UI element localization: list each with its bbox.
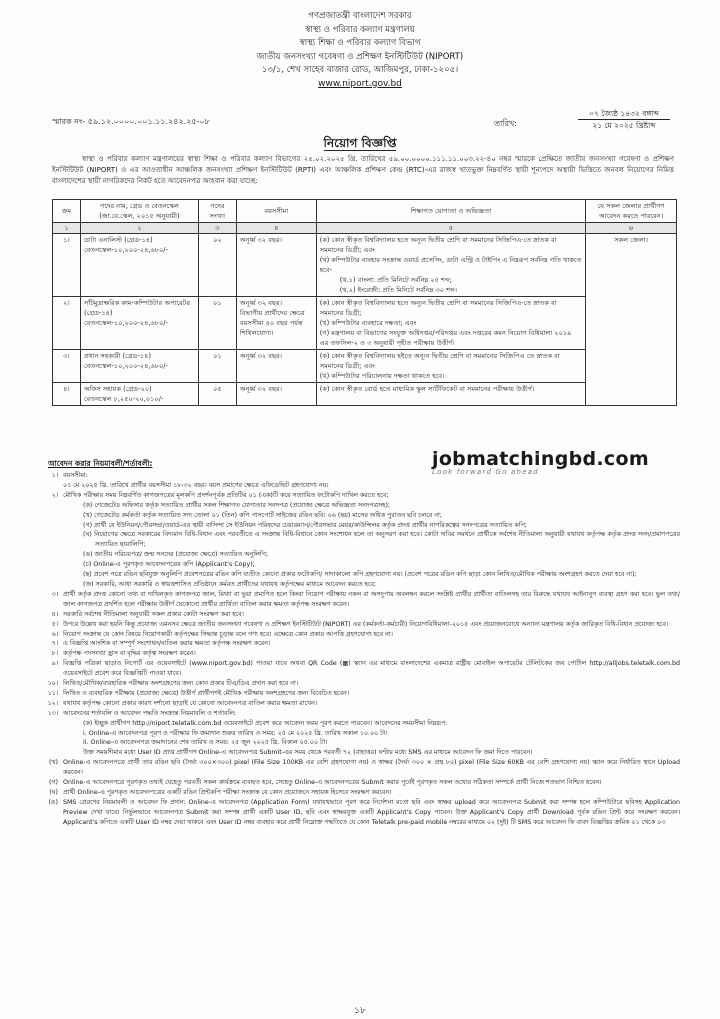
header-district: যে সকল জেলার প্রার্থীগণ আবেদন করতে পারবেন। bbox=[586, 200, 677, 223]
rule-text: (ক) ইচ্ছুক প্রার্থীগণ http://niport.teletalk.com.bd ওয়েবসাইটে প্রবেশ করে আবেদন ফরম পূরণ করতে পারবেন। আবেদনের সময়সীমা নিম্নরূপ: bbox=[83, 719, 448, 727]
row-age: অনূর্ধ্ব ৩২ বছর। bbox=[236, 234, 316, 297]
rule-item bbox=[40, 501, 680, 511]
rule-text: উক্ত সময়সীমার মধ্যে User ID প্রাপ্ত প্রার্থীগণ Online-এ আবেদনপত্র Submit-এর সময় থেকে পরবর্তী ৭২ (বাহাত্তর) ঘণ্টার মধ্যে SMS এর মাধ্যমে আবেদন ফি জমা দিতে পারবেন। bbox=[83, 749, 533, 757]
row-age: অনূর্ধ্ব ৩২ বছর। bbox=[236, 350, 316, 383]
header-line-ministry: স্বাস্থ্য ও পরিবার কল্যাণ মন্ত্রণালয় bbox=[305, 24, 415, 35]
rule-text: লিখিত ও ব্যবহারিক পরীক্ষায় (প্রযোজ্য ক্ষেত্রে) উত্তীর্ণ প্রার্থীগণই মৌখিক পরীক্ষায় অংশগ্রহণের জন্য বিবেচিত হবেন। bbox=[63, 689, 350, 697]
column-number: ৩ bbox=[198, 223, 236, 234]
row-serial: ১। bbox=[53, 234, 81, 297]
rule-text: (জ) সরকারি, আধা সরকারি ও স্বায়ত্তশাসিত প্রতিষ্ঠানে কর্মরত প্রার্থীদের যথাযথ কর্তৃপক্ষের মাধ্যমে আবেদন করতে হবে; bbox=[83, 580, 376, 588]
rule-item bbox=[40, 758, 680, 778]
rule-text: উপরে উল্লেখ করা হয়নি কিন্তু প্রযোজ্য এমনসব ক্ষেত্রে জাতীয় জনসংখ্যা গবেষণা ও প্রশিক্ষণ ইনস্টিটিউট (NIPORT) এর (কর্মকর্তা-কর্মচারী) নিয়োগবিধিমালা-২০১৫ এবং প্রয়োজনবোধে অন্যান্য মন্ত্রণালয় কর্তৃক জারিকৃত বিধি-বিধান প্রযোজ্য হবে। bbox=[63, 620, 669, 628]
rule-number bbox=[40, 570, 63, 580]
row-count: ০১ bbox=[198, 297, 236, 350]
rule-text: মৌখিক পরীক্ষার সময় নিম্নবর্ণিত কাগজপত্রের মূলকপি প্রদর্শনপূর্বক প্রতিটির ০১ (এক)টি করে সত্যায়িত ফটোকপি দাখিল করতে হবে; bbox=[63, 491, 389, 499]
rule-number bbox=[40, 738, 63, 748]
rule-item bbox=[40, 610, 680, 620]
header-website-link[interactable]: www.niport.gov.bd bbox=[318, 78, 402, 89]
table-row bbox=[53, 297, 677, 350]
row-age: অনূর্ধ্ব ৩২ বছর। bbox=[236, 383, 316, 406]
rule-text: (চ) Online-এ পূরণকৃত আবেদনপত্রের কপি (Applicant's Copy); bbox=[83, 561, 255, 569]
rule-number: (গ) bbox=[48, 779, 58, 787]
header-post: পদের নাম, গ্রেড ও বেতনস্কেল (জা.বে.স্কেল, ২০১৫ অনুযায়ী) bbox=[80, 200, 198, 223]
rule-number: ১০। bbox=[47, 680, 58, 688]
rule-item bbox=[40, 719, 680, 729]
rule-item bbox=[40, 689, 680, 699]
header-line-address: ১৩/১, শেখ সাহেব বাজার রোড, আজিমপুর, ঢাকা-১২০৫। bbox=[261, 65, 459, 75]
rule-item bbox=[40, 521, 680, 531]
row-post: সাঁটমুদ্রাক্ষরিক কাম-কম্পিউটার অপারেটর (গ্রেড-১৪) বেতনস্কেল-১০,২০০-২৪,৬৮০/- bbox=[80, 297, 198, 350]
column-number: ১ bbox=[53, 223, 81, 234]
row-count: ০১ bbox=[198, 350, 236, 383]
row-qualification: (ক) কোন স্বীকৃত বিশ্ববিদ্যালয় হতে অন্যূন দ্বিতীয় শ্রেণি বা সমমানের সিজিপিএ-তে স্নাতক বা সমমানের ডিগ্রী; (খ) কম্পিউটার ব্যবহারে দক্ষতা; এবং (গ) মন্ত্রণালয় বা বিভাগের সংযুক্ত অধিদপ্তর/পরিদপ্তর এবং দপ্তরের কমন নিয়োগ বিধিমালা ২০১৯ এর তফসিল-২ ও ৩ অনুযায়ী গৃহীত পরীক্ষায় উত্তীর্ণ। bbox=[316, 297, 585, 350]
row-serial: ৪। bbox=[53, 383, 81, 406]
rule-text: Online-এ আবেদনপত্রে প্রার্থী তার রঙিন ছবি (দৈর্ঘ্য ৩০০×৩০০) pixel (File Size 100KB এর বেশি গ্রহণযোগ্য নয়) ও স্বাক্ষর (দৈর্ঘ্য ৩০০ × প্রস্থ ৮০) pixel (File Size 60KB এর বেশি গ্রহণযোগ্য নয়) স্ক্যান করে নির্ধারিত স্থানে Upload করবেন। bbox=[63, 759, 680, 777]
rule-text: এ বিজ্ঞপ্তি আংশিক বা সম্পূর্ণ সংশোধন/বাতিল করার ক্ষমতা কর্তৃপক্ষ সংরক্ষণ করেন। bbox=[63, 640, 271, 648]
row-count: ০২ bbox=[198, 234, 236, 297]
rule-item bbox=[40, 620, 680, 630]
rules-heading: আবেদন করার নিয়মাবলী/শর্তাবলী: bbox=[48, 459, 153, 468]
row-district: সকল জেলা। bbox=[586, 234, 677, 406]
rules-list bbox=[40, 471, 680, 828]
rule-text: প্রার্থী Online-এ পূরণকৃত আবেদনপত্রের একটি রঙিন প্রিন্টকপি পরীক্ষা সংক্রান্ত যে কোন প্রয়োজনে সহায়ক হিসেবে সংরক্ষণ করবেন। bbox=[63, 789, 392, 796]
rule-text: সরকারি সর্বশেষ নীতিমালা অনুযায়ী সকল প্রকার কোটা সংরক্ষণ করা হবে। bbox=[63, 610, 244, 618]
rule-number bbox=[40, 521, 63, 531]
rule-text: Online-এ আবেদনপত্রে পূরণকৃত তথ্যই যেহেতু পরবর্তী সকল কার্যক্রমে ব্যবহৃত হবে, সেহেতু Online-এ আবেদনপত্রের Submit করার পূর্বেই পূরণকৃত সকল তথ্যের সঠিকতা সম্পর্কে প্রার্থী নিজে শতভাগ নিশ্চিত হবেন। bbox=[63, 779, 602, 787]
rule-number bbox=[40, 481, 63, 491]
rule-text: প্রার্থী কর্তৃক প্রদত্ত কোনো তথ্য বা দাখিলকৃত কাগজপত্র জাল, মিথ্যা বা ভুয়া প্রমাণিত হলে কিংবা নিয়োগ পরীক্ষায় নকল বা অসদুপায় অবলম্বন করলে সংশ্লিষ্ট প্রার্থীর প্রার্থীতা বাতিলসহ তার বিরুদ্ধে যথাযথ আইনানুগ ব্যবস্থা গ্রহণ করা হবে। ভুল তথ্য/জাল কাগজপত্র প্রদর্শিত হলে পরীক্ষায় উত্তীর্ণ যেকোনো প্রার্থীর প্রার্থিতা বাতিল করার ক্ষমতা কর্তৃপক্ষ সংরক্ষণ করেন। bbox=[63, 590, 680, 608]
rule-number: ২। bbox=[51, 491, 58, 499]
header-line-institute: জাতীয় জনসংখ্যা গবেষণা ও প্রশিক্ষণ ইনস্টিটিউট (NIPORT) bbox=[256, 51, 464, 62]
rule-text: (ঘ) নিয়োগের ক্ষেত্রে সরকারের বিদ্যমান বিধি-বিধান এবং পরবর্তীতে এ সংক্রান্ত বিধি-বিধানে কোন সংশোধন হলে তা অনুসরণ করা হবে। কোটা দাবির সমর্থনে প্রার্থীকে সর্বশেষ নীতিমালা অনুযায়ী যথাযথ কর্তৃপক্ষ কর্তৃক প্রদত্ত সনদ/প্রমাণপত্রের সত্যায়িত ছায়ালিপি; bbox=[83, 531, 680, 549]
rule-text: (গ) প্রার্থী যে ইউনিয়ন/পৌরসভা/ওয়ার্ড-এর স্থায়ী বাসিন্দা সে ইউনিয়ন পরিষদের চেয়ারম্যান/পৌরসভার মেয়র/কাউন্সিলর কর্তৃক প্রদত্ত প্রার্থীর নাগরিকত্বের সনদপত্রের সত্যায়িত কপি; bbox=[83, 521, 527, 529]
header-qualification: শিক্ষাগত যোগ্যতা ও অভিজ্ঞতা bbox=[316, 200, 585, 223]
date-label: তারিখ: bbox=[494, 119, 517, 128]
rule-item bbox=[40, 639, 680, 649]
rule-number: ১১। bbox=[47, 689, 58, 697]
rule-text: (ছ) প্রবেশ পত্রে রঙিন ছবিযুক্ত অনুলিপি প্রবেশপত্রের রঙিন কপি ব্যতীত কোনো প্রকার ফটোকপি/ সাদাকালো কপি গ্রহণযোগ্য নয়। (প্রবেশ পত্রের রঙিন কপি ছাড়া কোন লিখিত/মৌখিক পরীক্ষায় অংশগ্রহণ করতে দেয়া হবে না); bbox=[83, 571, 637, 579]
table-header-row bbox=[53, 200, 677, 223]
row-qualification: (ক) কোন স্বীকৃত বিশ্ববিদ্যালয় হইতে অন্যূন দ্বিতীয় শ্রেণি বা সমমানের সিজিপিএ তে স্নাতক বা সমমানের ডিগ্রী; এবং (খ) কম্পিউটার পরিচালনায় দক্ষতা থাকতে হবে। bbox=[316, 350, 585, 383]
table-row bbox=[53, 350, 677, 383]
rule-item bbox=[40, 649, 680, 659]
rule-item bbox=[40, 550, 680, 560]
row-post: অফিস সহায়ক (গ্রেড-২০) বেতনস্কেল ৮,২৫০-২০,০১০/- bbox=[80, 383, 198, 406]
rule-item bbox=[40, 788, 680, 798]
rule-text: লিখিত/মৌখিক/ব্যবহারিক পরীক্ষায় অংশগ্রহণের জন্য কোন প্রকার টিএ/ডিএ প্রদান করা হবে না। bbox=[63, 680, 299, 688]
rule-item bbox=[40, 560, 680, 570]
rule-number bbox=[40, 511, 63, 521]
memo-number: স্মারক নং- ৫৯.১২.০০০০.০০১.১১.২৪২.২৫-০৮ bbox=[52, 117, 210, 126]
rule-number: (ঘ) bbox=[49, 789, 58, 796]
notice-title: নিয়োগ বিজ্ঞপ্তি bbox=[323, 136, 397, 150]
rule-item bbox=[40, 530, 680, 550]
header-serial: ক্রম bbox=[53, 200, 81, 223]
rule-number bbox=[40, 550, 63, 560]
row-serial: ২। bbox=[53, 297, 81, 350]
rule-item bbox=[40, 481, 680, 491]
rule-text: বয়সসীমা: bbox=[63, 472, 88, 479]
row-age: অনূর্ধ্ব ৩২ বছর। বিভাগীয় প্রার্থীদের ক্ষেত্রে বয়সসীমা ৪০ বছর পর্যন্ত শিথিলযোগ্য। bbox=[236, 297, 316, 350]
rule-text: SMS প্রেরণের নিয়মাবলী ও আবেদন ফি প্রদান: Online-এ আবেদনপত্র (Application Form) যথাযথভাবে পূরণ করে নির্দেশনা মতো ছবি এবং স্বাক্ষর upload করে আবেদনপত্র Submit করা সম্পন্ন হলে কম্পিউটারে ছবিসহ Application Preview দেখা যাবে। নির্ভুলভাবে আবেদনপত্র Submit করা সম্পন্ন প্রার্থী একটি User ID, ছবি এবং স্বাক্ষরযুক্ত একটি Applicant's Copy পাবেন। উক্ত Applicant's Copy প্রার্থী Download পূর্বক রঙিন প্রিন্ট করে সংরক্ষণ করবেন। Applicant's কপিতে একটি User ID নম্বর দেয়া থাকবে এবং User ID নম্বর ব্যবহার করে প্রার্থী নিম্নোক্ত পদ্ধতিতে যে কোন Teletalk pre-paid mobile নম্বরের মাধ্যমে ০২ (দুই) টি SMS করে আবেদন ফি বাবদ বিজ্ঞপ্তির ক্রমিক ০১ থেকে ০৩ bbox=[63, 798, 680, 826]
rule-text: বিজ্ঞপ্তি পত্রিকা ছাড়াও নিপোর্ট এর ওয়েবসাইটে (www.niport.gov.bd) পাওয়া যাবে অথবা QR Code (▦) স্ক্যান এর মাধ্যমে বাংলাদেশের একমাত্র রাষ্ট্রীয় মোবাইল অপারেটর টেলিটকের জব পোর্টাল http://alljobs.teletalk.com.bd ওয়েবসাইটে প্রবেশ করে বিজ্ঞপ্তিটি পাওয়া যাবে। bbox=[63, 660, 680, 678]
rule-item bbox=[40, 511, 680, 521]
rule-item bbox=[40, 738, 680, 748]
rule-text: (ক) গেজেটেড অফিসার কর্তৃক সত্যায়িত প্রার্থীর সকল শিক্ষাগত যোগ্যতার সনদপত্র (প্রযোজ্য ক্ষেত্রে অভিজ্ঞতা সনদপত্রসহ); bbox=[83, 501, 391, 509]
rule-number: (ঙ) bbox=[48, 798, 58, 806]
rule-item bbox=[40, 798, 680, 828]
rule-number: ১। bbox=[51, 472, 58, 479]
rule-number bbox=[40, 501, 63, 511]
rule-text: যথাযথ কর্তৃপক্ষ কোনো প্রকার কারণ দর্শানো ছাড়াই যে কোনো আবেদনপত্র বাতিল করার ক্ষমতা রাখেন। bbox=[63, 699, 318, 707]
rule-text: (খ) গেজেটেড কর্মকর্তা কর্তৃক সত্যায়িত সদ্য তোলা ০১ (তিন) কপি পাসপোর্ট সাইজের রঙিন ছবি। ০৬ (ছয়) মাসের অধিক পুরাতন ছবি চলবে না; bbox=[83, 511, 442, 519]
letterhead bbox=[0, 10, 720, 91]
rule-item bbox=[40, 709, 680, 719]
rule-item bbox=[40, 570, 680, 580]
rule-item bbox=[40, 580, 680, 590]
row-count: ০৫ bbox=[198, 383, 236, 406]
header-line-division: স্বাস্থ্য শিক্ষা ও পরিবার কল্যাণ বিভাগ bbox=[299, 38, 421, 48]
rule-number: ৪। bbox=[51, 610, 58, 618]
rule-number: ৭। bbox=[51, 640, 58, 648]
rule-text: ii. Online-এ আবেদনপত্র জমাদানের শেষ তারিখ ও সময়: ২৫ জুন ২০২৫ খ্রি. বিকাল ০৫.০০ টা। bbox=[83, 739, 328, 747]
rule-number: ৬। bbox=[51, 630, 58, 638]
table-row bbox=[53, 383, 677, 406]
rule-item bbox=[40, 471, 680, 481]
table-row bbox=[53, 234, 677, 297]
column-number: ২ bbox=[80, 223, 198, 234]
rule-number: (খ) bbox=[48, 759, 58, 767]
column-number: ৫ bbox=[316, 223, 585, 234]
rule-number bbox=[40, 748, 63, 758]
rule-text: (ঙ) জাতীয় পরিচয়পত্র/ জন্ম সনদের (প্রযোজ্য ক্ষেত্রে) সত্যায়িত অনুলিপি; bbox=[83, 551, 269, 559]
rule-number bbox=[40, 580, 63, 590]
rule-item bbox=[40, 778, 680, 788]
rule-text: নিয়োগ সংক্রান্ত যে কোন বিষয়ে নিয়োগকারী কর্তৃপক্ষের সিদ্ধান্ত চূড়ান্ত বলে গণ্য হবে। এক্ষেত্রে কোন প্রকার আপত্তি গ্রহণযোগ্য হবে না। bbox=[63, 630, 393, 638]
rule-item bbox=[40, 679, 680, 689]
rule-item bbox=[40, 630, 680, 640]
rule-text: ০১ মে ২০২৫ খ্রি. তারিখে প্রার্থীর বয়সসীমা ১৮-৩২ বছর। বয়স প্রমাণের ক্ষেত্রে এফিডেভিট গ্রহণযোগ্য নয়। bbox=[63, 481, 329, 489]
page-number: ১৮ bbox=[354, 1006, 366, 1016]
rule-text: i. Online-এ আবেদনপত্র পূরণ ও পরীক্ষার ফি জমাদান শুরুর তারিখ ও সময়: ২৫ মে ২০২৫ খ্রি. তারিখ সকাল ১০.০০ টা। bbox=[83, 729, 388, 737]
date-english: ২১ মে ২০২৫ খ্রিষ্টাব্দ bbox=[592, 121, 656, 130]
rule-item bbox=[40, 659, 680, 679]
rule-item bbox=[40, 729, 680, 739]
row-qualification: (ক) কোন স্বীকৃত বোর্ড হতে মাধ্যমিক স্কুল সার্টিফিকেট বা সমমানের পরীক্ষায় উত্তীর্ণ। bbox=[316, 383, 585, 406]
rule-item bbox=[40, 491, 680, 501]
rule-number bbox=[40, 530, 63, 550]
rule-item bbox=[40, 699, 680, 709]
row-serial: ৩। bbox=[53, 350, 81, 383]
table-number-row bbox=[53, 223, 677, 234]
rule-item bbox=[40, 590, 680, 610]
rule-number bbox=[40, 560, 63, 570]
rule-item bbox=[40, 748, 680, 758]
date-bangla: ০৭ জ্যৈষ্ঠ ১৪৩২ বঙ্গাব্দ bbox=[578, 108, 670, 120]
header-line-government: গণপ্রজাতন্ত্রী বাংলাদেশ সরকার bbox=[308, 11, 412, 21]
vacancy-table bbox=[52, 199, 677, 406]
row-post: ডাটা এনালিস্ট (গ্রেড-১৪) বেতনস্কেল-১০,২০০-২৪,৬৮০/- bbox=[80, 234, 198, 297]
watermark-logo: jobmatchingbd.com bbox=[432, 448, 649, 470]
rule-number: ১৩। bbox=[47, 709, 58, 717]
header-age: বয়সসীমা bbox=[236, 200, 316, 223]
row-post: প্রধান সহকারী (গ্রেড-১৪) বেতনস্কেল-১০,২০০-২৪,৬৮০/- bbox=[80, 350, 198, 383]
rule-number: ১২। bbox=[47, 699, 58, 707]
rule-number: ৯। bbox=[51, 660, 58, 668]
row-qualification: (ক) কোন স্বীকৃত বিশ্ববিদ্যালয় হতে অন্যূন দ্বিতীয় শ্রেণি বা সমমানের সিজিপিএ-তে স্নাতক বা সমমানের ডিগ্রী; এবং (খ) কম্পিউটার ব্যবহার সংক্রান্ত ওয়ার্ড প্রসেসিং, ডাটা এন্ট্রি ও টাইপিং এ নিম্নরূপ সর্বনিম্ন গতি থাকতে হবে- (খ.১) বাংলা: প্রতি মিনিটে সর্বনিম্ন ২৫ শব্দ; (খ.২) ইংরেজী: প্রতি মিনিটে সর্বনিম্ন ৩০ শব্দ। bbox=[316, 234, 585, 297]
date-block bbox=[578, 108, 670, 131]
watermark-tagline: Look forward Go ahead bbox=[432, 468, 539, 476]
column-number: ৪ bbox=[236, 223, 316, 234]
rule-number: ৮। bbox=[51, 650, 58, 658]
rule-number bbox=[40, 719, 63, 729]
rule-number: ৫। bbox=[51, 620, 58, 628]
intro-paragraph: স্বাস্থ্য ও পরিবার কল্যাণ মন্ত্রণালয়ের স্বাস্থ্য শিক্ষা ও পরিবার কল্যাণ বিভাগের ২৫.০২.২০২৫ খ্রি. তারিখের ৫৯.০০.০০০০.১১১.১১.০০৩.২২-৪০ নম্বর স্মারকে প্রেক্ষিতে জাতীয় জনসংখ্যা গবেষণা ও প্রশিক্ষণ ইনস্টিটিউট (NIPORT) ও এর আওতাধীন আঞ্চলিক জনসংখ্যা প্রশিক্ষণ ইনস্টিটিউট (RPTI) এবং আঞ্চলিক প্রশিক্ষণ কেন্দ্র (RTC)-এর রাজস্ব খাতভুক্ত নিম্নবর্ণিত স্থায়ী শূন্যপদে অস্থায়ী ভিত্তিতে জনবল নিয়োগের নিমিত্ত বাংলাদেশের স্থায়ী নাগরিকদের নিকট হতে আবেদনপত্র আহবান করা যাচ্ছে: bbox=[52, 155, 674, 185]
rule-text: কর্তৃপক্ষ পদসংখ্যা হ্রাস বা বৃদ্ধির কর্তৃত্ব সংরক্ষণ করেন। bbox=[63, 650, 196, 658]
column-number: ৬ bbox=[586, 223, 677, 234]
header-count: পদের সংখ্যা bbox=[198, 200, 236, 223]
rule-number: ৩। bbox=[51, 590, 58, 598]
rule-number bbox=[40, 729, 63, 739]
rule-text: আবেদনের শর্তাবলি ও আবেদন পদ্ধতি সংক্রান্ত নিয়মাবলি ও শর্তাবলি: bbox=[63, 709, 237, 717]
